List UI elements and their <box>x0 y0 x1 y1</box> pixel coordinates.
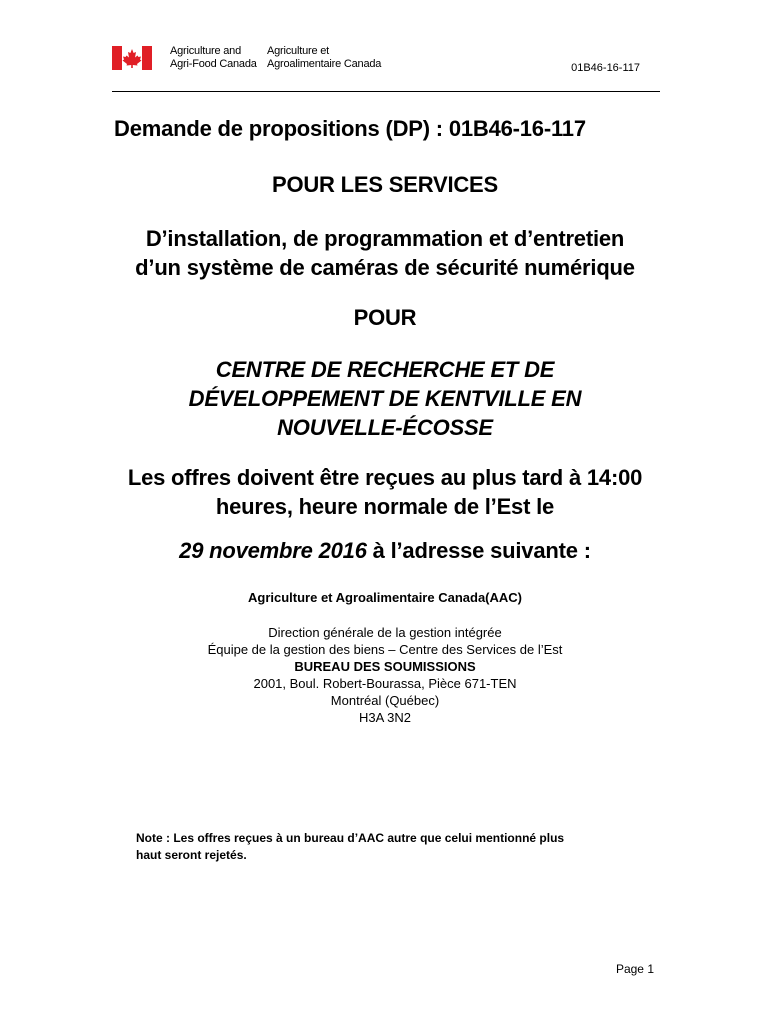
address-line2: Équipe de la gestion des biens – Centre des Services de l’Est <box>207 642 563 657</box>
header-divider <box>112 91 660 92</box>
deadline-date-line <box>0 536 770 565</box>
pour-heading: POUR <box>353 305 417 330</box>
dept-fr-line2: Agroalimentaire Canada <box>267 58 382 70</box>
note-line1: Note : Les offres reçues à un bureau d’AAC autre que celui mentionné plus <box>136 831 565 845</box>
address-line6: H3A 3N2 <box>358 710 412 725</box>
document-title: Demande de propositions (DP) : 01B46-16-117 <box>114 116 586 141</box>
deadline-date: 29 novembre 2016 <box>179 538 367 563</box>
page-number: Page 1 <box>615 962 654 976</box>
centre-line1: CENTRE DE RECHERCHE ET DE <box>215 357 555 382</box>
address-line4: 2001, Boul. Robert-Bourassa, Pièce 671-TEN <box>253 676 517 691</box>
description-line2: d’un système de caméras de sécurité numérique <box>135 255 635 280</box>
dept-fr-line1: Agriculture et <box>267 45 330 57</box>
note-line2: haut seront rejetés. <box>136 848 247 862</box>
mailing-address <box>0 624 770 726</box>
deadline-line2: heures, heure normale de l’Est le <box>215 494 555 519</box>
department-name-english <box>170 45 257 71</box>
centre-line2: DÉVELOPPEMENT DE KENTVILLE EN <box>188 386 582 411</box>
description-line1: D’installation, de programmation et d’entretien <box>145 226 625 251</box>
centre-line3: NOUVELLE-ÉCOSSE <box>277 415 493 440</box>
address-line3: BUREAU DES SOUMISSIONS <box>294 659 476 674</box>
letterhead <box>112 44 660 92</box>
deadline-suffix: à l’adresse suivante : <box>366 538 591 563</box>
submission-deadline <box>0 463 770 521</box>
dept-en-line2: Agri-Food Canada <box>170 58 257 70</box>
address-line5: Montréal (Québec) <box>330 693 440 708</box>
address-organization: Agriculture et Agroalimentaire Canada(AAC) <box>247 590 522 605</box>
dept-en-line1: Agriculture and <box>170 45 241 57</box>
canada-flag-icon <box>112 46 152 70</box>
department-name-french <box>267 45 381 71</box>
deadline-line1: Les offres doivent être reçues au plus tard à 14:00 <box>127 465 643 490</box>
address-line1: Direction générale de la gestion intégrée <box>268 625 502 640</box>
service-description <box>0 224 770 282</box>
services-heading: POUR LES SERVICES <box>271 172 499 197</box>
document-reference: 01B46-16-117 <box>571 62 640 74</box>
rejection-note <box>136 830 656 864</box>
research-centre-name <box>0 355 770 442</box>
